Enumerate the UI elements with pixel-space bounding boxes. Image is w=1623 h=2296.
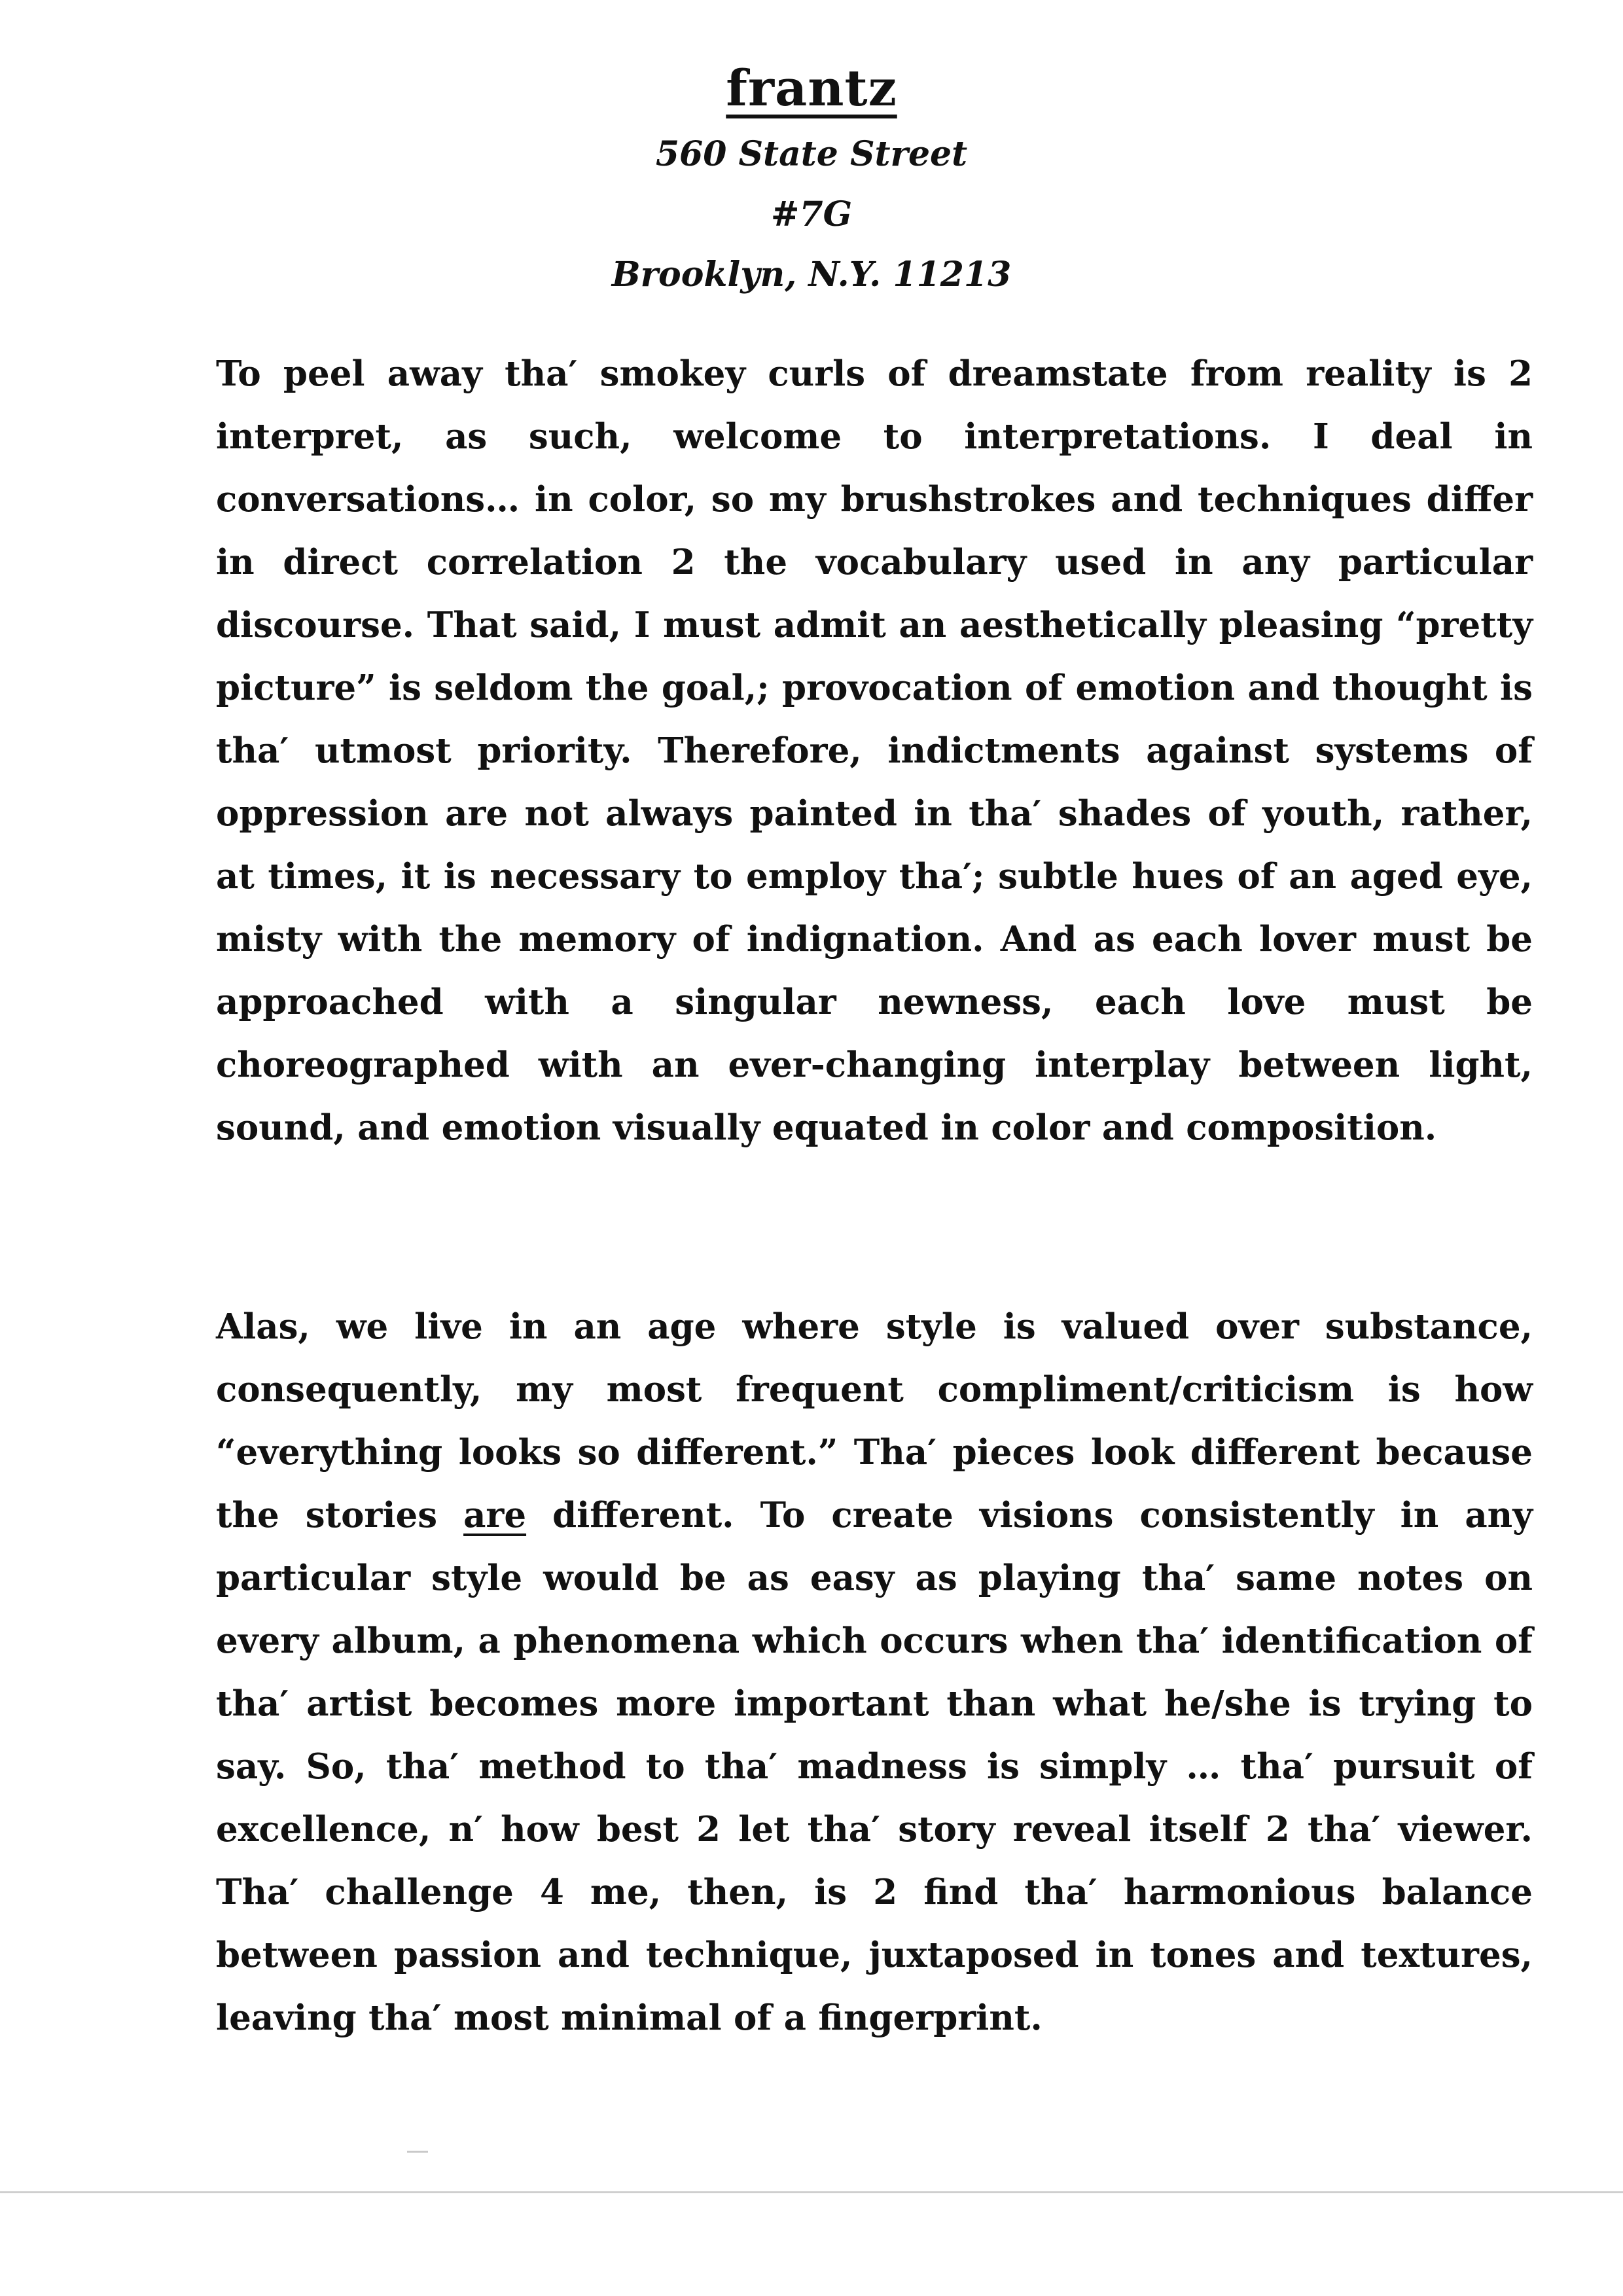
paragraph-2-text-end: different. To create visions consistently in any particular style would be as easy as playing tha′ same notes on every album, a phenomena which occurs when tha′ identification of tha′ artist becomes more important than what he/she is trying to say. So, tha′ method to tha′ madness is simply … tha′ pursuit of excellence, n′ how best 2 let tha′ story reveal itself 2 tha′ viewer. Tha′ challenge 4 me, then, is 2 find tha′ harmonious balance between passion and technique, juxtaposed in tones and textures, leaving tha′ most minimal of a fingerprint. [216, 1495, 1533, 2038]
address-street: 560 State Street [655, 134, 968, 174]
statement-paragraph-1: To peel away tha′ smokey curls of dreamstate from reality is 2 interpret, as such, welcome to interpretations. I deal in conversations… in color, so my brushstrokes and techniques differ in direct correlation 2 the vocabulary used in any particular discourse. That said, I must admit an aesthetically pleasing “pretty picture” is seldom the goal,; provocation of emotion and thought is tha′ utmost priority. Therefore, indictments against systems of oppression are not always painted in tha′ shades of youth, rather, at times, it is necessary to employ tha′; subtle hues of an aged eye, misty with the memory of indignation. And as each lover must be approached with a singular newness, each love must be choreographed with an ever-changing interplay between light, sound, and emotion visually equated in color and composition. [216, 353, 1533, 1148]
address-city: Brooklyn, N.Y. 11213 [611, 255, 1012, 295]
address-unit: #7G [770, 194, 853, 234]
artist-name: frantz [726, 59, 897, 117]
scan-mark [407, 2151, 428, 2153]
statement-paragraph-2 [216, 1295, 1533, 2049]
scan-edge-line [0, 2191, 1623, 2193]
letterhead [0, 52, 1623, 305]
paragraph-2-text-start: Alas, we live in an age where style is valued over substance, consequently, my most frequent compliment/criticism is how “everything looks so different.” Tha′ pieces look different because the stories [216, 1306, 1533, 1535]
underlined-word: are [463, 1495, 527, 1535]
